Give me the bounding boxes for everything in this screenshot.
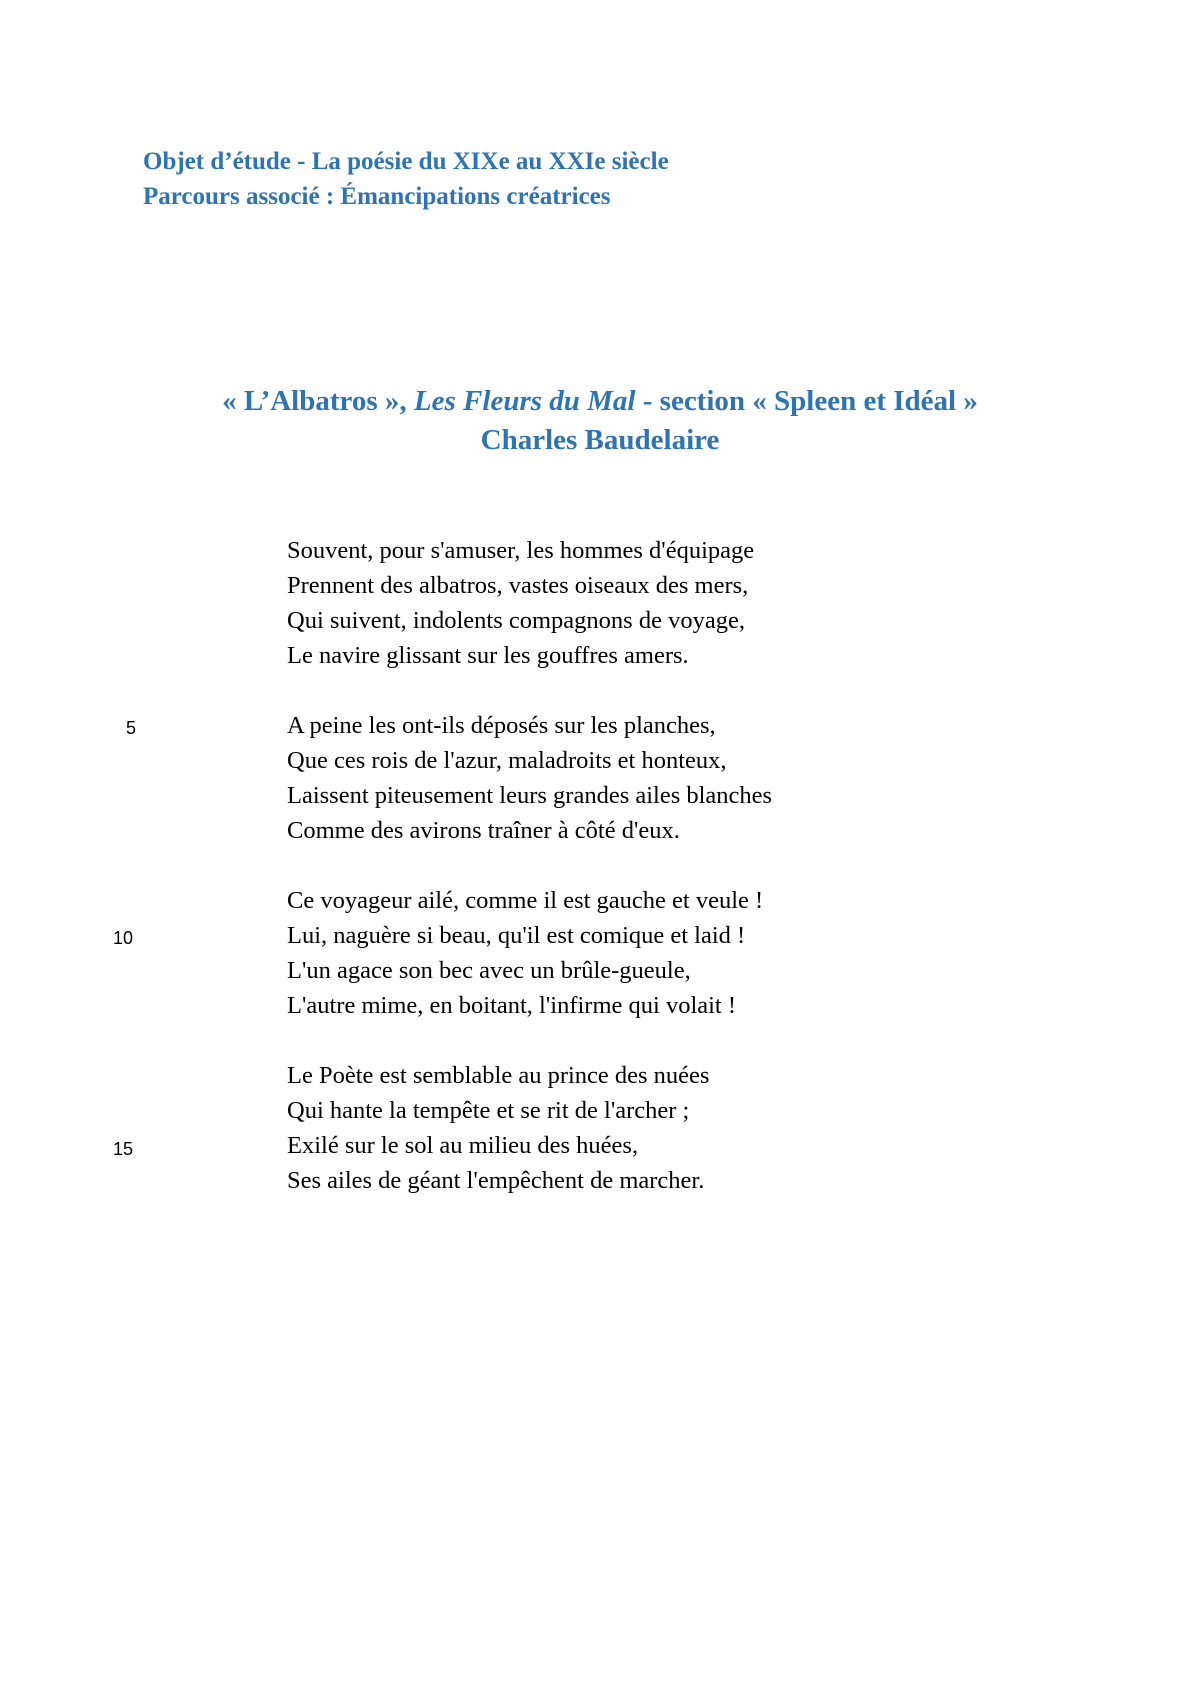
verse-line: Souvent, pour s'amuser, les hommes d'équipage: [287, 537, 755, 564]
poem-title-block: [0, 382, 1200, 460]
study-header: [143, 144, 669, 214]
verse-line: Qui hante la tempête et se rit de l'archer ;: [287, 1097, 690, 1124]
stanza: [287, 883, 772, 1023]
verse-line: L'un agace son bec avec un brûle-gueule,: [287, 957, 691, 984]
verse-line: Que ces rois de l'azur, maladroits et honteux,: [287, 747, 727, 774]
verse-line: Laissent piteusement leurs grandes ailes blanches: [287, 782, 773, 809]
verse-line: Lui, naguère si beau, qu'il est comique et laid !: [287, 922, 746, 949]
verse-line: Comme des avirons traîner à côté d'eux.: [287, 817, 680, 844]
verse-line: Ce voyageur ailé, comme il est gauche et veule !: [287, 887, 764, 914]
verse-line: A peine les ont-ils déposés sur les planches,: [287, 712, 716, 739]
study-path-line: Parcours associé : Émancipations créatrices: [143, 183, 611, 210]
study-object-line: Objet d’étude - La poésie du XIXe au XXIe siècle: [143, 148, 669, 175]
verse-line: Le navire glissant sur les gouffres amers.: [287, 642, 689, 669]
line-number-15: 15: [113, 1139, 134, 1159]
verse-line: Le Poète est semblable au prince des nuées: [287, 1062, 710, 1089]
section-title: - section « Spleen et Idéal »: [635, 385, 978, 417]
line-number-5: 5: [126, 718, 137, 738]
verse-line: Ses ailes de géant l'empêchent de marcher.: [287, 1167, 705, 1194]
poem-title: [0, 382, 1200, 421]
poem-author: Charles Baudelaire: [480, 424, 720, 456]
poem-body: [287, 533, 772, 1198]
line-number-10: 10: [113, 928, 134, 948]
verse-line: Prennent des albatros, vastes oiseaux des mers,: [287, 572, 749, 599]
stanza: [287, 1058, 772, 1198]
poem-title-name: « L’Albatros »,: [222, 385, 414, 417]
verse-line: Qui suivent, indolents compagnons de voyage,: [287, 607, 745, 634]
verse-line: Exilé sur le sol au milieu des huées,: [287, 1132, 639, 1159]
collection-title: Les Fleurs du Mal: [413, 385, 636, 417]
verse-line: L'autre mime, en boitant, l'infirme qui volait !: [287, 992, 737, 1019]
stanza: [287, 533, 772, 673]
stanza: [287, 708, 772, 848]
